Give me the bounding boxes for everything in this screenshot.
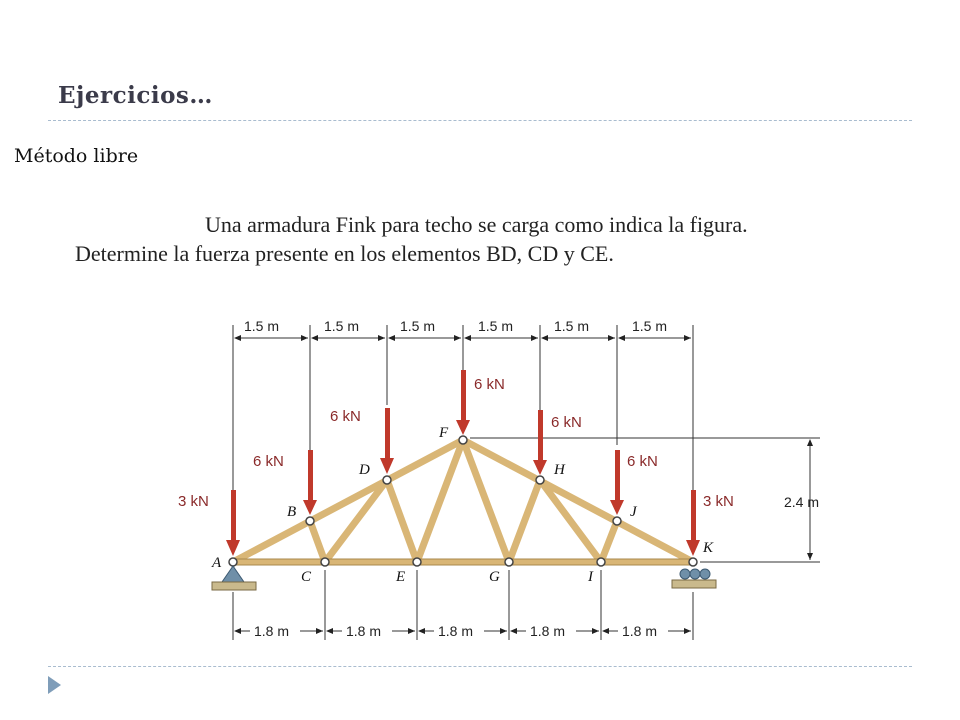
top-dim-5: 1.5 m bbox=[554, 318, 590, 334]
node-label-J: J bbox=[630, 504, 637, 520]
load-arrow-B bbox=[303, 450, 317, 515]
node-label-G: G bbox=[489, 569, 500, 585]
roller-support-K bbox=[672, 569, 716, 588]
node-label-F: F bbox=[439, 425, 449, 441]
load-arrow-F bbox=[456, 370, 470, 435]
bottom-dim-5: 1.8 m bbox=[622, 623, 658, 639]
load-label-A: 3 kN bbox=[178, 493, 209, 510]
node-label-I: I bbox=[588, 569, 593, 585]
node-label-C: C bbox=[301, 569, 312, 585]
top-dim-3: 1.5 m bbox=[400, 318, 436, 334]
top-dim-1: 1.5 m bbox=[244, 318, 280, 334]
footer-divider bbox=[48, 666, 912, 667]
bottom-dim-2: 1.8 m bbox=[346, 623, 382, 639]
load-label-D: 6 kN bbox=[330, 408, 361, 425]
bottom-dim-4: 1.8 m bbox=[530, 623, 566, 639]
node-label-K: K bbox=[703, 540, 714, 556]
bottom-dim-1: 1.8 m bbox=[254, 623, 290, 639]
load-arrow-H bbox=[533, 410, 547, 475]
load-arrow-A bbox=[226, 490, 240, 556]
node-label-E: E bbox=[396, 569, 406, 585]
problem-line-1: Una armadura Fink para techo se carga como indica la figura. bbox=[205, 212, 748, 237]
top-dim-6: 1.5 m bbox=[632, 318, 668, 334]
node-label-A: A bbox=[212, 555, 222, 571]
load-label-K: 3 kN bbox=[703, 493, 734, 510]
load-arrow-K bbox=[686, 490, 700, 556]
slide-title: Ejercicios… bbox=[58, 82, 213, 109]
load-label-B: 6 kN bbox=[253, 453, 284, 470]
height-dim-label: 2.4 m bbox=[784, 494, 820, 510]
node-label-H: H bbox=[554, 462, 565, 478]
top-dim-4: 1.5 m bbox=[478, 318, 514, 334]
load-label-J: 6 kN bbox=[627, 453, 658, 470]
triangle-bullet-icon bbox=[48, 676, 61, 694]
node-label-B: B bbox=[287, 504, 297, 520]
load-arrow-D bbox=[380, 408, 394, 474]
problem-line-2: Determine la fuerza presente en los elementos BD, CD y CE. bbox=[75, 241, 614, 266]
top-dimension-labels bbox=[244, 318, 667, 334]
load-label-F: 6 kN bbox=[474, 376, 505, 393]
load-arrow-J bbox=[610, 450, 624, 515]
node-label-D: D bbox=[359, 462, 370, 478]
top-dim-2: 1.5 m bbox=[324, 318, 360, 334]
truss-members bbox=[233, 440, 693, 562]
load-label-H: 6 kN bbox=[551, 414, 582, 431]
slide-subtitle: Método libre bbox=[14, 145, 139, 167]
bottom-dim-3: 1.8 m bbox=[438, 623, 474, 639]
